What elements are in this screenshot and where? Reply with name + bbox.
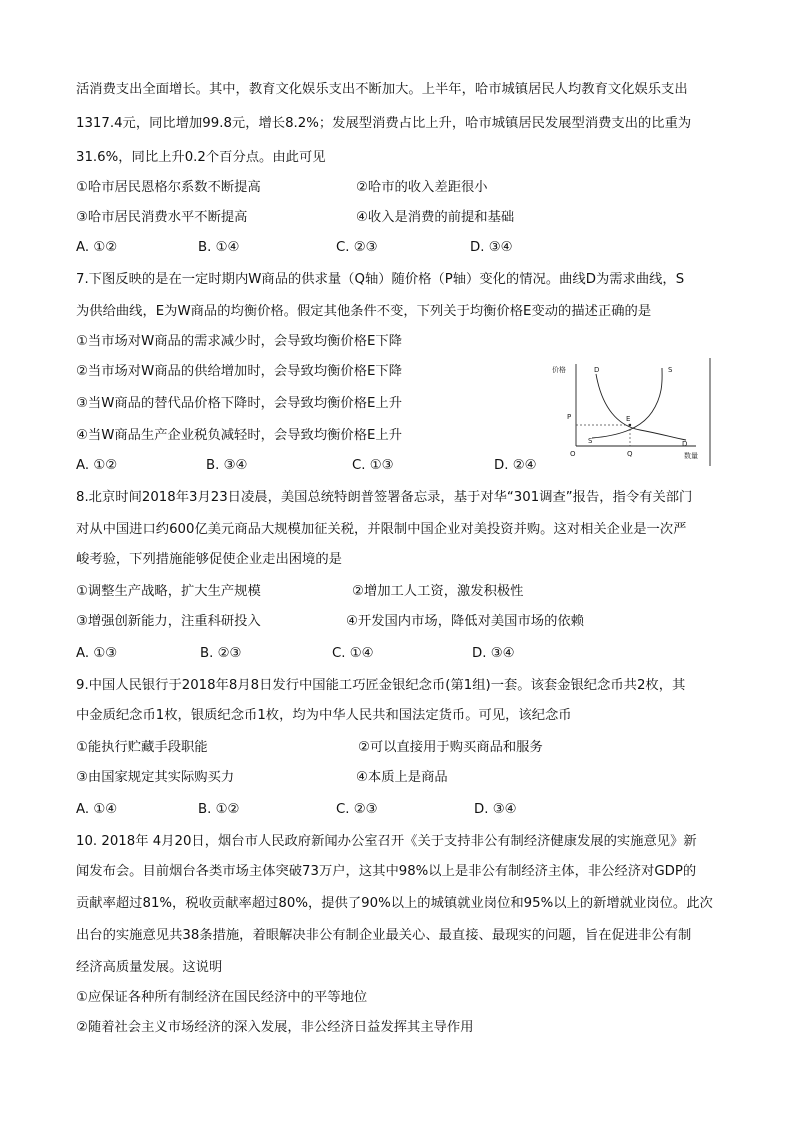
q7-stem-line-1: 7.下图反映的是在一定时期内W商品的供求量（Q轴）随价格（P轴）变化的情况。曲线D为需求曲线，S (76, 272, 685, 287)
q8-stem-line-3: 峻考验，下列措施能够促使企业走出困境的是 (76, 552, 342, 567)
supply-label-bottom: S (588, 437, 593, 445)
q9-answer-d: D. ③④ (474, 802, 517, 817)
q10-option-2: ②随着社会主义市场经济的深入发展，非公经济日益发挥其主导作用 (76, 1020, 474, 1035)
q7-answer-b: B. ③④ (206, 458, 248, 473)
quantity-axis-label: 数量 (684, 452, 698, 460)
q6-stem-line-1: 活消费支出全面增长。其中，教育文化娱乐支出不断加大。上半年，哈市城镇居民人均教育文化娱乐支出 (76, 82, 688, 97)
q10-option-1: ①应保证各种所有制经济在国民经济中的平等地位 (76, 990, 368, 1005)
q9-option-1: ①能执行贮藏手段职能 (76, 740, 208, 755)
equilibrium-quantity-label: Q (627, 450, 633, 458)
q8-answer-a: A. ①③ (76, 646, 118, 661)
q9-option-4: ④本质上是商品 (356, 770, 448, 785)
q9-stem-line-2: 中金质纪念币1枚，银质纪念币1枚，均为中华人民共和国法定货币。可见，该纪念币 (76, 708, 572, 723)
q9-answer-c: C. ②③ (336, 802, 378, 817)
q10-stem-line-5: 经济高质量发展。这说明 (76, 960, 223, 975)
q8-option-2: ②增加工人工资，激发积极性 (352, 584, 524, 599)
q6-option-3: ③哈市居民消费水平不断提高 (76, 210, 248, 225)
q6-answer-d: D. ③④ (470, 240, 513, 255)
q7-option-1: ①当市场对W商品的需求减少时，会导致均衡价格E下降 (76, 334, 402, 349)
q7-option-2: ②当市场对W商品的供给增加时，会导致均衡价格E下降 (76, 364, 402, 379)
q7-answer-c: C. ①③ (352, 458, 394, 473)
q9-stem-line-1: 9.中国人民银行于2018年8月8日发行中国能工巧匠金银纪念币(第1组)一套。该套金银纪念币共2枚，其 (76, 678, 686, 693)
origin-label: O (570, 450, 576, 458)
q6-answer-c: C. ②③ (336, 240, 378, 255)
q7-stem-line-2: 为供给曲线，E为W商品的均衡价格。假定其他条件不变，下列关于均衡价格E变动的描述正确的是 (76, 304, 652, 319)
demand-label-top: D (594, 366, 600, 374)
demand-curve (596, 374, 686, 440)
demand-label-bottom: D (682, 440, 688, 448)
q8-option-3: ③增强创新能力，注重科研投入 (76, 614, 261, 629)
q7-answer-a: A. ①② (76, 458, 118, 473)
q10-stem-line-2: 闻发布会。目前烟台各类市场主体突破73万户，这其中98%以上是非公有制经济主体，非公经济对GDP的 (76, 864, 697, 879)
q8-stem-line-1: 8.北京时间2018年3月23日凌晨，美国总统特朗普签署备忘录，基于对华“301调查”报告，指令有关部门 (76, 490, 693, 505)
q7-option-3: ③当W商品的替代品价格下降时，会导致均衡价格E上升 (76, 396, 402, 411)
equilibrium-price-label: P (567, 413, 572, 421)
supply-label-top: S (668, 366, 673, 374)
q6-option-4: ④收入是消费的前提和基础 (356, 210, 515, 225)
q8-answer-b: B. ②③ (200, 646, 242, 661)
q6-answer-b: B. ①④ (198, 240, 240, 255)
supply-demand-diagram (548, 358, 716, 468)
q7-answer-d: D. ②④ (494, 458, 537, 473)
q8-stem-line-2: 对从中国进口约600亿美元商品大规模加征关税，并限制中国企业对美投资并购。这对相关企业是一次严 (76, 522, 687, 537)
supply-curve (592, 368, 662, 438)
q7-option-4: ④当W商品生产企业税负减轻时，会导致均衡价格E上升 (76, 428, 402, 443)
q6-stem-line-3: 31.6%，同比上升0.2个百分点。由此可见 (76, 150, 326, 165)
q6-option-2: ②哈市的收入差距很小 (356, 180, 488, 195)
q9-option-3: ③由国家规定其实际购买力 (76, 770, 235, 785)
equilibrium-label: E (626, 415, 631, 423)
q8-option-1: ①调整生产战略，扩大生产规模 (76, 584, 261, 599)
q10-stem-line-3: 贡献率超过81%，税收贡献率超过80%，提供了90%以上的城镇就业岗位和95%以上的新增就业岗位。此次 (76, 896, 713, 911)
price-axis-label: 价格 (552, 366, 566, 374)
equilibrium-point (629, 424, 631, 426)
q6-stem-line-2: 1317.4元，同比增加99.8元，增长8.2%；发展型消费占比上升，哈市城镇居民发展型消费支出的比重为 (76, 116, 692, 131)
q9-option-2: ②可以直接用于购买商品和服务 (358, 740, 543, 755)
q8-option-4: ④开发国内市场，降低对美国市场的依赖 (346, 614, 584, 629)
q6-option-1: ①哈市居民恩格尔系数不断提高 (76, 180, 261, 195)
q8-answer-c: C. ①④ (332, 646, 374, 661)
q10-stem-line-1: 10. 2018年 4月20日，烟台市人民政府新闻办公室召开《关于支持非公有制经济健康发展的实施意见》新 (76, 834, 697, 849)
q6-answer-a: A. ①② (76, 240, 118, 255)
q9-answer-a: A. ①④ (76, 802, 118, 817)
q8-answer-d: D. ③④ (472, 646, 515, 661)
q9-answer-b: B. ①② (198, 802, 240, 817)
q10-stem-line-4: 出台的实施意见共38条措施，着眼解决非公有制企业最关心、最直接、最现实的问题，旨在促进非公有制 (76, 928, 692, 943)
